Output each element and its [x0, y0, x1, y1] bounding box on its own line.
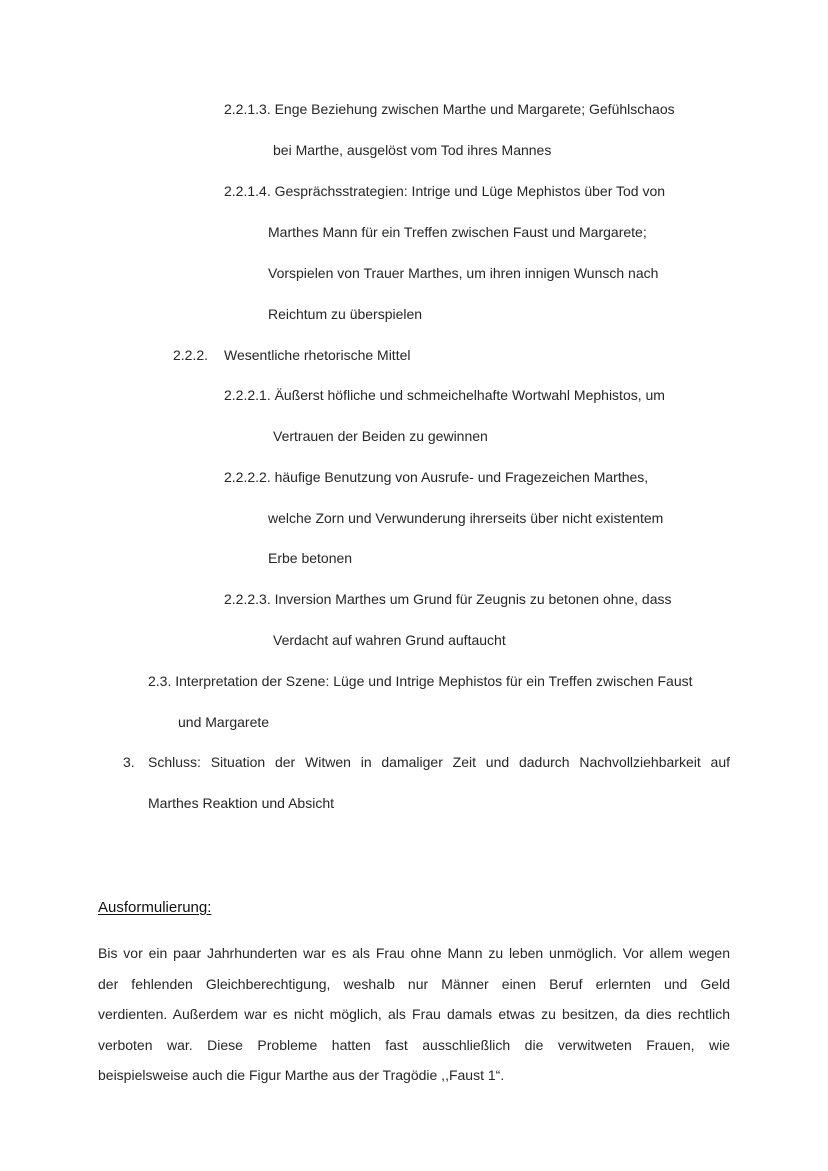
outline-item-2-2-2-3 — [224, 590, 671, 608]
outline-item-2-3 — [148, 672, 693, 690]
outline-number: 3. — [123, 754, 135, 770]
outline-number: 2.2.2.3. — [224, 591, 271, 607]
outline-text: Inversion Marthes um Grund für Zeugnis zu betonen ohne, dass — [274, 591, 672, 607]
body-paragraph — [98, 938, 730, 1091]
outline-number: 2.2.1.3. — [224, 101, 271, 117]
section-heading: Ausformulierung: — [98, 899, 212, 916]
outline-item-2-2-2-1 — [224, 386, 665, 404]
outline-continuation: Verdacht auf wahren Grund auftaucht — [273, 632, 506, 648]
outline-continuation: welche Zorn und Verwunderung ihrerseits über nicht existentem — [268, 510, 664, 526]
outline-continuation: und Margarete — [178, 714, 270, 730]
outline-item-2-2-1-4 — [224, 182, 665, 200]
outline-item-2-2-2 — [173, 346, 410, 364]
paragraph-line: beispielsweise auch die Figur Marthe aus der Tragödie ,,Faust 1“. — [98, 1067, 505, 1083]
outline-continuation: bei Marthe, ausgelöst vom Tod ihres Mannes — [273, 142, 552, 158]
paragraph-line: der fehlenden Gleichberechtigung, weshalb nur Männer einen Beruf erlernten und Geld — [98, 975, 730, 992]
outline-continuation: Marthes Reaktion und Absicht — [148, 795, 334, 811]
outline-continuation: Vertrauen der Beiden zu gewinnen — [273, 428, 488, 444]
outline-text: Äußerst höfliche und schmeichelhafte Wortwahl Mephistos, um — [274, 387, 665, 403]
outline-item-3 — [123, 753, 730, 771]
outline-item-2-2-2-2 — [224, 468, 648, 486]
outline-number: 2.3. — [148, 673, 172, 689]
outline-text: Wesentliche rhetorische Mittel — [224, 347, 411, 363]
outline-number: 2.2.2.2. — [224, 469, 271, 485]
paragraph-line: verboten war. Diese Probleme hatten fast ausschließlich die verwitweten Frauen, wie — [98, 1036, 730, 1053]
outline-text: Gesprächsstrategien: Intrige und Lüge Mephistos über Tod von — [274, 183, 666, 199]
outline-number: 2.2.2.1. — [224, 387, 271, 403]
outline-text: häufige Benutzung von Ausrufe- und Fragezeichen Marthes, — [274, 469, 649, 485]
outline-text: Schluss: Situation der Witwen in damaliger Zeit und dadurch Nachvollziehbarkeit auf — [148, 754, 730, 770]
outline-continuation: Erbe betonen — [268, 550, 353, 566]
outline-item-2-2-1-3 — [224, 100, 675, 118]
outline-continuation: Marthes Mann für ein Treffen zwischen Faust und Margarete; — [268, 224, 647, 240]
paragraph-line: verdienten. Außerdem war es nicht möglich, als Frau damals etwas zu besitzen, da dies rechtlich — [98, 1006, 730, 1022]
outline-number: 2.2.2. — [173, 347, 209, 363]
outline-text: Enge Beziehung zwischen Marthe und Margarete; Gefühlschaos — [274, 101, 675, 117]
outline-number: 2.2.1.4. — [224, 183, 271, 199]
outline-continuation: Vorspielen von Trauer Marthes, um ihren innigen Wunsch nach — [268, 265, 659, 281]
outline-text: Interpretation der Szene: Lüge und Intrige Mephistos für ein Treffen zwischen Faust — [175, 673, 693, 689]
paragraph-line: Bis vor ein paar Jahrhunderten war es als Frau ohne Mann zu leben unmöglich. Vor allem wegen — [98, 945, 730, 961]
outline-continuation: Reichtum zu überspielen — [268, 306, 423, 322]
